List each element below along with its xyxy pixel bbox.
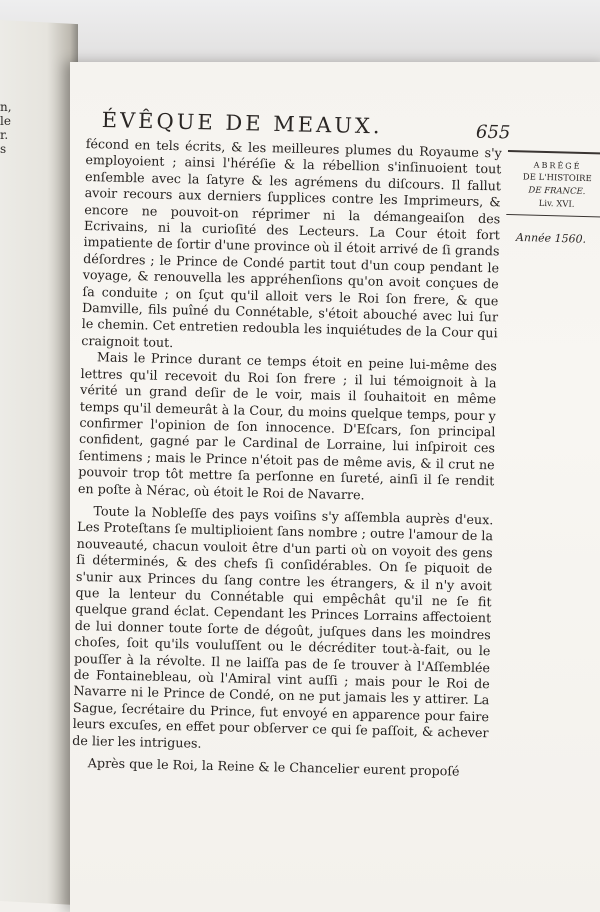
left-page-fragment: r. (0, 128, 9, 142)
left-page-fragment: s (0, 142, 7, 156)
left-page-text (0, 100, 20, 156)
paragraph: fécond en tels écrits, & les meilleures plumes du Royaume s'y employoient ; ainsi l'héréſie & la rébellion s'inſinuoient tout enſemble avec la ſatyre & les agrémens du diſcours. Il fallut avoir recours aux derniers ſupplices contre les Imprimeurs, & encore ne pouvoit-on réprimer ni la démangeaiſon des Ecrivains, ni la curioſité des Lecteurs. La Cour étoit fort impatiente de ſortir d'une province où il étoit arrivé de ſi grands déſordres ; le Prince de Condé partit tout d'un coup pendant le voyage, & renouvella les appréhenſions qu'on avoit conçues de ſa conduite ; on ſçut qu'il alloit vers le Roi ſon frere, & que Damville, fils puîné du Connétable, s'étoit abouché avec lui ſur le chemin. Cet entretien redoubla les inquiétudes de la Cour qui craignoit tout. (81, 136, 502, 350)
running-header: ÉVÊQUE DE MEAUX. (101, 108, 383, 139)
marginal-note-line: Liv. XVI. (538, 198, 575, 210)
page-number: 655 (475, 121, 511, 144)
body-text (72, 136, 502, 781)
paragraph: Mais le Prince durant ce temps étoit en peine lui-même des lettres qu'il recevoit du Roi ſon frere ; il lui témoignoit à la vérité un grand deſir de le voir, mais il ſouhaitoit en même temps qu'il demeurât à la Cour, du moins quelque temps, pour y confirmer l'opinion de ſon innocence. D'Eſcars, ſon principal confident, gagné par le Cardinal de Lorraine, lui inſpiroit ces ſentimens ; mais le Prince n'étoit pas de même avis, & il crut ne pouvoir trop tôt mettre ſa perſonne en ſureté, ainſi il ſe rendit en poſte à Nérac, où étoit le Roi de Navarre. (77, 349, 498, 502)
left-page-fragment: le (0, 114, 11, 128)
left-page-fragment: n, (0, 100, 12, 114)
marginal-note-line: DE L'HISTOIRE (522, 172, 592, 185)
marginal-note-line: ABRÉGÉ (533, 160, 582, 171)
marginal-year: Année 1560. (515, 230, 587, 246)
marginal-note-line: DE FRANCE. (528, 185, 586, 198)
paragraph: Après que le Roi, la Reine & le Chancelier eurent propoſé (87, 755, 460, 779)
marginal-note (506, 150, 600, 217)
paragraph: Toute la Nobleſſe des pays voiſins s'y aſſembla auprès d'eux. Les Proteſtans ſe multiplioient ſans nombre ; outre l'amour de la nouveauté, chacun vouloit être d'un parti où on voyoit des gens ſi déterminés, & des chefs ſi conſidérables. On ſe piquoit de s'unir aux Princes du ſang contre les étrangers, & il n'y avoit que la lenteur du Connétable qui empêchât qu'il ne ſe fit quelque grand éclat. Cependant les Princes Lorrains affectoient de lui donner toute ſorte de dégoût, juſques dans les moindres choſes, ſoit qu'ils vouluſſent ou le décréditer tout-à-fait, ou le pouſſer à la révolte. Il ne laiſſa pas de ſe trouver à l'Aſſemblée de Fontainebleau, où l'Amiral vint auſſi ; mais pour le Roi de Navarre ni le Prince de Condé, on ne put jamais les y attirer. La Sague, ſecrétaire du Prince, fut envoyé en apparence pour faire leurs excuſes, en effet pour obſerver ce qui ſe paſſoit, & achever de lier les intrigues. (72, 503, 494, 751)
